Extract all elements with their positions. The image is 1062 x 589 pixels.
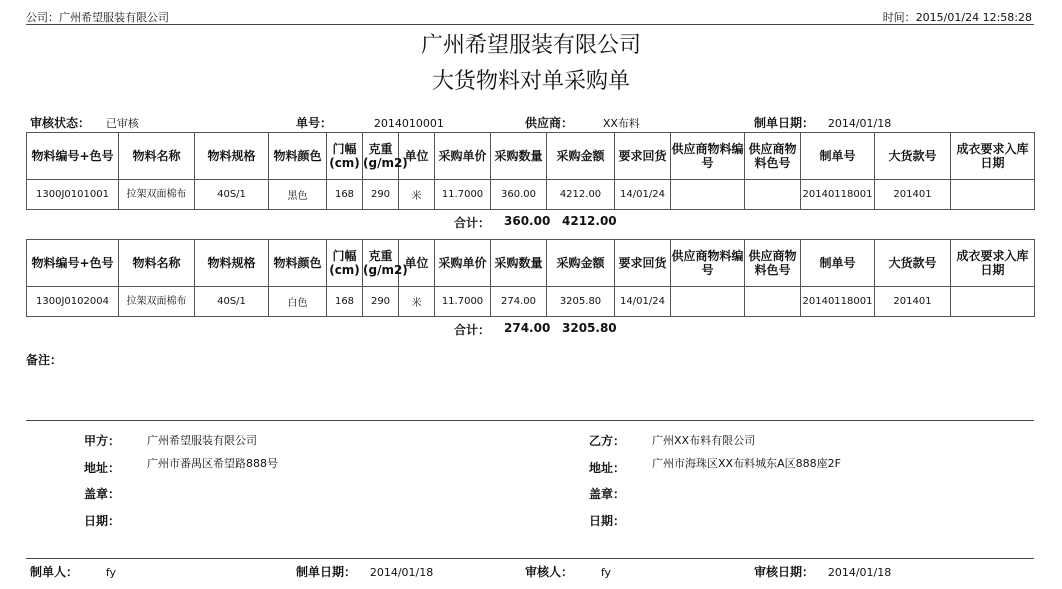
- col-header: 采购数量: [491, 133, 547, 180]
- auditor-label: 审核人：: [525, 565, 574, 579]
- col-header: 大货款号: [875, 240, 951, 287]
- party-a-seal-label: 盖章：: [84, 487, 121, 501]
- table-header-row: [27, 240, 1035, 287]
- create-date-value: 2014/01/18: [827, 117, 892, 130]
- col-header: 大货款号: [875, 133, 951, 180]
- col-header: 供应商物料色号: [745, 240, 801, 287]
- col-header: 要求回货: [615, 133, 671, 180]
- cell-unit: 米: [399, 287, 435, 317]
- cell-width: 168: [327, 180, 363, 210]
- creator: [30, 563, 116, 580]
- cell-supplier-color: [745, 180, 801, 210]
- supplier-value: XX布料: [602, 117, 640, 130]
- cell-material-name: 拉架双面棉布: [119, 287, 195, 317]
- order-number-value: 2014010001: [373, 117, 444, 130]
- cell-unit-price: 11.7000: [435, 180, 491, 210]
- party-a-address: 广州市番禺区希望路888号: [147, 457, 278, 470]
- footer-create-date-value: 2014/01/18: [369, 566, 434, 579]
- audit-status: [30, 114, 139, 131]
- party-b-date-label: 日期：: [589, 514, 626, 528]
- cell-return-date: 14/01/24: [615, 180, 671, 210]
- party-b-name: 广州XX布料有限公司: [652, 434, 756, 447]
- cell-width: 168: [327, 287, 363, 317]
- cell-spec: 40S/1: [195, 287, 269, 317]
- audit-date-label: 审核日期：: [754, 565, 815, 579]
- cell-color: 黑色: [269, 180, 327, 210]
- cell-return-date: 14/01/24: [615, 287, 671, 317]
- col-header: 单位: [399, 133, 435, 180]
- creator-value: fy: [105, 566, 117, 579]
- col-header: 制单号: [801, 240, 875, 287]
- col-header: 物料名称: [119, 240, 195, 287]
- col-header: 物料颜色: [269, 240, 327, 287]
- auditor: [525, 563, 611, 580]
- party-b-address-label: 地址：: [589, 461, 626, 475]
- cell-material-name: 拉架双面棉布: [119, 180, 195, 210]
- party-b-address: 广州市海珠区XX布料城东A区888座2F: [652, 457, 841, 470]
- audit-date: [754, 563, 891, 580]
- time-label: 时间：: [882, 11, 916, 24]
- cell-weight: 290: [363, 287, 399, 317]
- col-header: 供应商物料编号: [671, 133, 745, 180]
- col-header: 物料编号+色号: [27, 133, 119, 180]
- total-qty-1: 360.00: [504, 214, 551, 228]
- supplier: [525, 114, 640, 131]
- party-b-seal-label: 盖章：: [589, 487, 626, 501]
- col-header: 门幅(cm): [327, 240, 363, 287]
- col-header: 物料名称: [119, 133, 195, 180]
- total-label-2: 合计：: [454, 323, 491, 337]
- col-header: 制单号: [801, 133, 875, 180]
- col-header: 物料编号+色号: [27, 240, 119, 287]
- party-a-address-label: 地址：: [84, 461, 121, 475]
- party-a-name: 广州希望服装有限公司: [147, 434, 257, 447]
- company-label: 公司：: [26, 11, 59, 24]
- cell-color: 白色: [269, 287, 327, 317]
- footer-divider: [26, 558, 1034, 559]
- col-header: 单位: [399, 240, 435, 287]
- col-header: 要求回货: [615, 240, 671, 287]
- audit-date-value: 2014/01/18: [827, 566, 892, 579]
- creator-label: 制单人：: [30, 565, 79, 579]
- total-amount-2: 3205.80: [562, 321, 617, 335]
- cell-supplier-code: [671, 180, 745, 210]
- time-value: 2015/01/24 12:58:28: [915, 11, 1032, 24]
- cell-style-no: 201401: [875, 180, 951, 210]
- document-title: 广州希望服装有限公司: [420, 33, 641, 58]
- cell-quantity: 274.00: [491, 287, 547, 317]
- table-row: [27, 287, 1035, 317]
- company-name: 广州希望服装有限公司: [59, 11, 169, 24]
- create-date: [754, 114, 891, 131]
- cell-weight: 290: [363, 180, 399, 210]
- cell-stock-date: [951, 180, 1035, 210]
- col-header: 采购数量: [491, 240, 547, 287]
- cell-unit-price: 11.7000: [435, 287, 491, 317]
- cell-quantity: 360.00: [491, 180, 547, 210]
- cell-amount: 4212.00: [547, 180, 615, 210]
- footer-create-date: [296, 563, 433, 580]
- col-header: 供应商物料编号: [671, 240, 745, 287]
- table-row: [27, 180, 1035, 210]
- total-label-1: 合计：: [454, 216, 491, 230]
- col-header: 克重(g/m2): [363, 240, 399, 287]
- cell-order-no: 20140118001: [801, 287, 875, 317]
- col-header: 物料规格: [195, 240, 269, 287]
- col-header: 采购单价: [435, 240, 491, 287]
- cell-material-code: 1300J0101001: [27, 180, 119, 210]
- order-number-label: 单号：: [296, 116, 333, 130]
- table-header-row: [27, 133, 1035, 180]
- cell-unit: 米: [399, 180, 435, 210]
- parties-divider: [26, 420, 1034, 421]
- col-header: 物料规格: [195, 133, 269, 180]
- party-a-date-label: 日期：: [84, 514, 121, 528]
- col-header: 采购金额: [547, 240, 615, 287]
- cell-material-code: 1300J0102004: [27, 287, 119, 317]
- cell-stock-date: [951, 287, 1035, 317]
- purchase-table-1: [26, 132, 1035, 210]
- col-header: 供应商物料色号: [745, 133, 801, 180]
- audit-status-label: 审核状态：: [30, 116, 91, 130]
- cell-amount: 3205.80: [547, 287, 615, 317]
- cell-supplier-code: [671, 287, 745, 317]
- col-header: 门幅(cm): [327, 133, 363, 180]
- document-subtitle: 大货物料对单采购单: [431, 69, 630, 94]
- cell-spec: 40S/1: [195, 180, 269, 210]
- order-number: [296, 114, 444, 131]
- print-time: [883, 9, 1032, 25]
- total-qty-2: 274.00: [504, 321, 551, 335]
- col-header: 成衣要求入库日期: [951, 133, 1035, 180]
- party-b-label: 乙方：: [589, 434, 626, 448]
- col-header: 成衣要求入库日期: [951, 240, 1035, 287]
- col-header: 克重(g/m2): [363, 133, 399, 180]
- col-header: 采购单价: [435, 133, 491, 180]
- auditor-value: fy: [600, 566, 612, 579]
- remarks-label: 备注：: [26, 353, 63, 367]
- col-header: 物料颜色: [269, 133, 327, 180]
- party-a-label: 甲方：: [84, 434, 121, 448]
- cell-order-no: 20140118001: [801, 180, 875, 210]
- company-header: [26, 9, 169, 25]
- audit-status-value: 已审核: [105, 117, 139, 130]
- supplier-label: 供应商：: [525, 116, 574, 130]
- cell-style-no: 201401: [875, 287, 951, 317]
- cell-supplier-color: [745, 287, 801, 317]
- create-date-label: 制单日期：: [754, 116, 815, 130]
- total-amount-1: 4212.00: [562, 214, 617, 228]
- header-divider: [26, 24, 1034, 25]
- purchase-table-2: [26, 239, 1035, 317]
- col-header: 采购金额: [547, 133, 615, 180]
- footer-create-date-label: 制单日期：: [296, 565, 357, 579]
